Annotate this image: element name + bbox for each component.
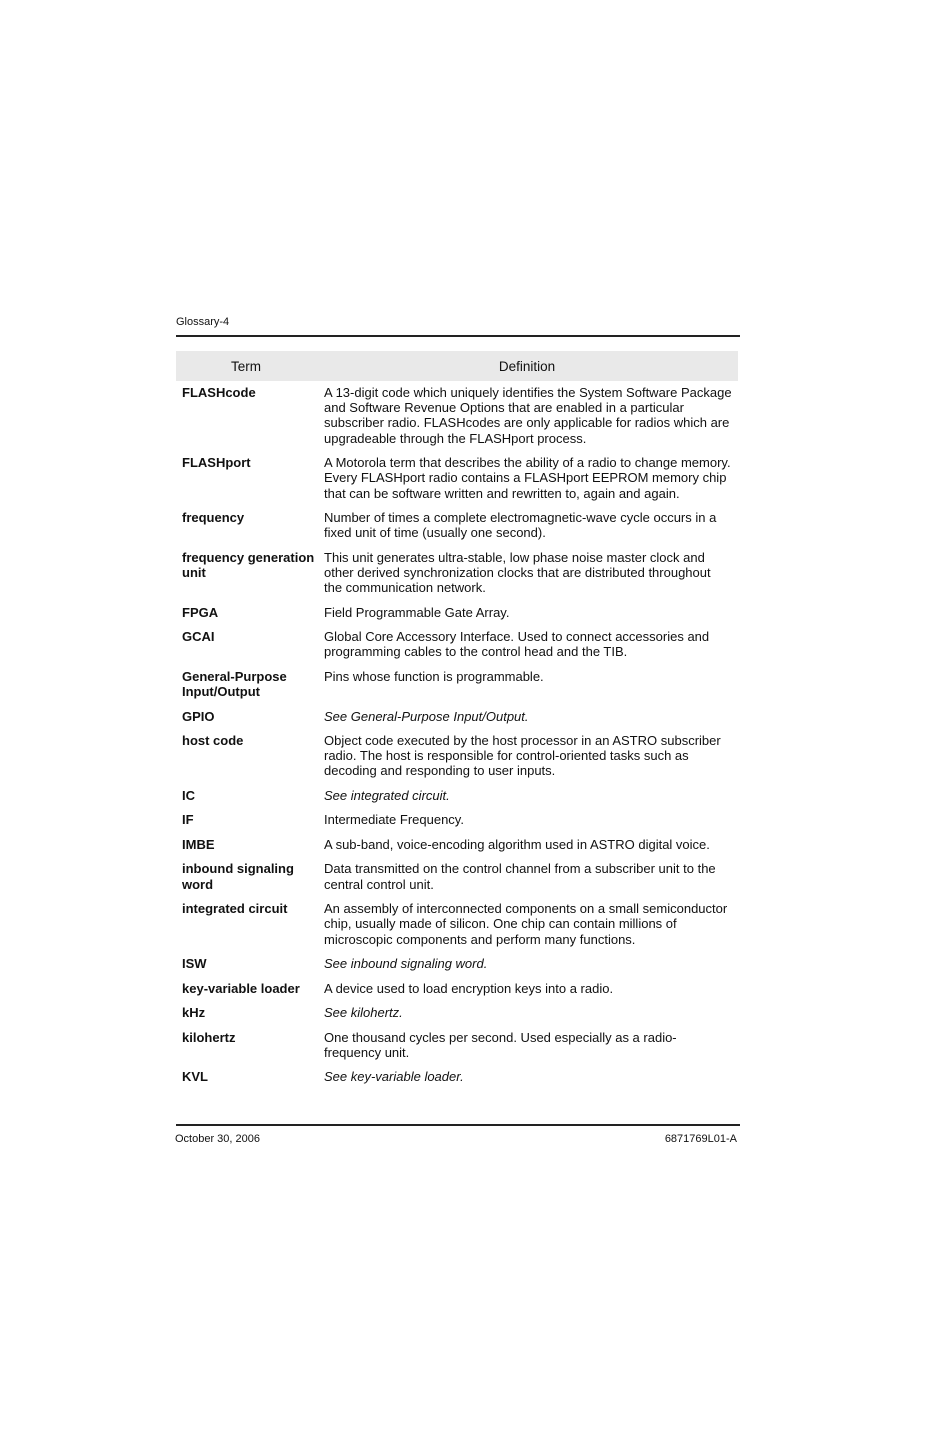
glossary-term: inbound signaling word (182, 861, 294, 892)
table-row (176, 455, 738, 510)
glossary-term: General-Purpose Input/Output (182, 668, 287, 700)
table-header (176, 351, 738, 381)
table-row (176, 709, 738, 734)
header-divider (176, 335, 740, 337)
glossary-term: host code (182, 733, 244, 749)
glossary-definition: Object code executed by the host processor in an ASTRO subscriber radio. The host is responsible for control-oriented tasks such as decoding and responding to user inputs. (324, 733, 721, 779)
table-row (176, 1069, 738, 1094)
glossary-definition: A sub-band, voice-encoding algorithm used in ASTRO digital voice. (324, 836, 710, 852)
glossary-term: KVL (182, 1069, 208, 1085)
glossary-definition: See key-variable loader. (324, 1069, 464, 1085)
glossary-definition: One thousand cycles per second. Used especially as a radio-frequency unit. (324, 1029, 677, 1060)
table-row (176, 981, 738, 1006)
glossary-definition: See General-Purpose Input/Output. (324, 708, 529, 724)
glossary-term: integrated circuit (182, 901, 288, 917)
glossary-definition: This unit generates ultra-stable, low phase noise master clock and other derived synchronization clocks that are distributed throughout the communication network. (324, 549, 711, 596)
glossary-term: IMBE (182, 836, 215, 852)
glossary-term: kHz (182, 1005, 206, 1021)
table-row (176, 1005, 738, 1030)
glossary-definition: A 13-digit code which uniquely identifies the System Software Package and Software Revenue Options that are enabled in a particular subscriber radio. FLASHcodes are only applicable for radios which are upgradeable through the FLASHport process. (324, 385, 732, 446)
glossary-term: GPIO (182, 708, 215, 724)
glossary-definition: Intermediate Frequency. (324, 812, 464, 828)
glossary-definition: See inbound signaling word. (324, 956, 488, 972)
glossary-term: FLASHport (182, 455, 251, 471)
table-row (176, 605, 738, 630)
glossary-term: IC (182, 787, 195, 803)
glossary-term: ISW (182, 956, 207, 972)
glossary-term: FPGA (182, 604, 219, 620)
glossary-definition: Pins whose function is programmable. (324, 668, 544, 684)
table-row (176, 550, 738, 605)
glossary-definition: Data transmitted on the control channel from a subscriber unit to the central control unit. (324, 861, 716, 892)
glossary-definition: See kilohertz. (324, 1005, 403, 1021)
footer-divider (176, 1124, 740, 1126)
glossary-definition: See integrated circuit. (324, 787, 450, 803)
table-row (176, 733, 738, 788)
glossary-term: frequency generation unit (182, 549, 315, 580)
table-row (176, 1030, 738, 1070)
table-row (176, 788, 738, 813)
glossary-definition: Global Core Accessory Interface. Used to connect accessories and programming cables to the control head and the TIB. (324, 629, 710, 660)
page-header: Glossary-4 (176, 316, 230, 328)
column-header-definition: Definition (498, 358, 556, 374)
glossary-term: FLASHcode (182, 385, 256, 400)
footer-date: October 30, 2006 (175, 1133, 261, 1145)
glossary-term: key-variable loader (182, 980, 300, 996)
glossary-term: GCAI (182, 629, 215, 645)
table-row (176, 385, 738, 455)
glossary-term: frequency (182, 510, 245, 526)
glossary-term: kilohertz (182, 1029, 236, 1045)
glossary-definition: A device used to load encryption keys into a radio. (324, 980, 614, 996)
glossary-definition: An assembly of interconnected components on a small semiconductor chip, usually made of silicon. One chip can contain millions of microscopic components and perform many functions. (324, 901, 728, 947)
table-row (176, 669, 738, 709)
table-row (176, 861, 738, 901)
table-row (176, 901, 738, 956)
table-row (176, 956, 738, 981)
table-row (176, 837, 738, 862)
glossary-table (176, 351, 738, 1094)
footer-doc-number: 6871769L01-A (664, 1133, 737, 1145)
glossary-definition: Field Programmable Gate Array. (324, 604, 510, 620)
table-row (176, 812, 738, 837)
glossary-definition: Number of times a complete electromagnetic-wave cycle occurs in a fixed unit of time (usually one second). (324, 510, 717, 541)
table-row (176, 510, 738, 550)
table-body (176, 381, 738, 1094)
column-header-term: Term (231, 358, 261, 374)
glossary-definition: A Motorola term that describes the ability of a radio to change memory. Every FLASHport radio contains a FLASHport EEPROM memory chip that can be software written and rewritten to, again and again. (324, 455, 731, 501)
table-row (176, 629, 738, 669)
glossary-term: IF (182, 812, 194, 828)
